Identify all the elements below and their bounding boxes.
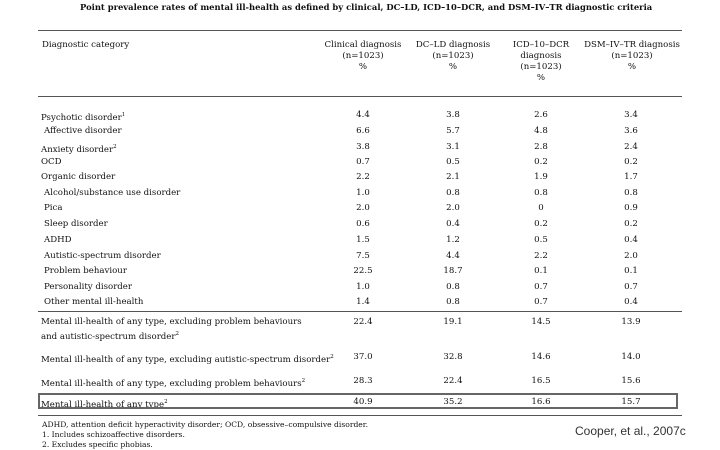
- row-label: [44, 251, 161, 262]
- row-value: 4.4: [356, 110, 370, 120]
- header-rule: [38, 96, 682, 97]
- header-col4-line2: (n=1023): [611, 51, 653, 61]
- row-value: 1.0: [356, 282, 370, 292]
- header-col4-line1: DSM–IV–TR diagnosis: [584, 40, 680, 50]
- row-value: 0.7: [534, 282, 548, 292]
- header-col2-line1: DC–LD diagnosis: [415, 40, 491, 50]
- row-value: 1.5: [356, 235, 370, 245]
- row-value: 0.7: [356, 157, 370, 167]
- row-value: 18.7: [443, 266, 463, 276]
- row-value: 4.4: [446, 251, 460, 261]
- header-col3-line1: ICD–10–DCR: [512, 40, 570, 50]
- summary-value: 16.6: [531, 397, 551, 407]
- summary-value: 28.3: [353, 376, 373, 386]
- summary-value: 16.5: [531, 376, 551, 386]
- row-value: 0.4: [624, 297, 638, 307]
- footnote-marker: 2: [164, 399, 168, 405]
- body-rule: [38, 311, 682, 312]
- row-label: [44, 219, 108, 230]
- citation-credit: Cooper, et al., 2007c: [575, 424, 686, 438]
- row-value: 1.7: [624, 172, 638, 182]
- row-value: 0.5: [446, 157, 460, 167]
- row-label: [44, 266, 127, 277]
- row-label-text: Personality disorder: [44, 282, 133, 292]
- row-value: 0.9: [624, 203, 638, 213]
- footnote-marker: 2: [330, 354, 334, 360]
- row-value: 0.7: [624, 282, 638, 292]
- row-value: 0.2: [534, 157, 548, 167]
- header-col2-line3: %: [448, 62, 458, 72]
- row-label-text: Pica: [44, 203, 63, 213]
- row-value: 0.1: [624, 266, 638, 276]
- summary-value: 35.2: [443, 397, 463, 407]
- row-label: [44, 203, 62, 214]
- row-value: 1.9: [534, 172, 548, 182]
- summary-value: 32.8: [443, 352, 463, 362]
- row-label: [41, 157, 62, 168]
- row-label-text: ADHD: [44, 235, 72, 245]
- summary-value: 40.9: [353, 397, 373, 407]
- row-value: 2.1: [446, 172, 460, 182]
- row-value: 6.6: [356, 126, 370, 136]
- row-value: 0.8: [534, 188, 548, 198]
- row-label: [44, 188, 180, 199]
- summary-label-text: Mental ill-health of any type, excluding problem behaviours: [41, 378, 302, 389]
- row-value: 7.5: [356, 251, 370, 261]
- summary-value: 22.4: [353, 317, 373, 327]
- summary-value: 22.4: [443, 376, 463, 386]
- footnote-marker: 2: [175, 331, 180, 338]
- row-label: [44, 126, 122, 137]
- header-col4-line3: %: [627, 62, 637, 72]
- summary-label-text-line2: and autistic-spectrum disorder: [41, 332, 176, 342]
- header-col3-line3: (n=1023): [520, 62, 562, 72]
- row-value: 2.0: [624, 251, 638, 261]
- row-label: [41, 110, 125, 124]
- row-label: [44, 282, 132, 293]
- header-col3: [496, 40, 586, 84]
- row-value: 0: [538, 203, 544, 213]
- header-col1: [318, 40, 408, 73]
- summary-label-text: Mental ill-health of any type, excluding problem behaviours: [41, 317, 302, 327]
- row-value: 2.6: [534, 110, 548, 120]
- row-value: 0.1: [534, 266, 548, 276]
- row-label: [44, 297, 143, 308]
- row-value: 1.4: [356, 297, 370, 307]
- footnote-marker: 2: [301, 378, 306, 384]
- row-value: 2.2: [534, 251, 548, 261]
- row-value: 3.6: [624, 126, 638, 136]
- row-value: 0.7: [534, 297, 548, 307]
- row-value: 2.0: [446, 203, 460, 213]
- row-value: 1.2: [446, 235, 460, 245]
- header-col2-line2: (n=1023): [432, 51, 474, 61]
- row-value: 2.0: [356, 203, 370, 213]
- summary-label-text: Mental ill-health of any type, excluding autistic-spectrum disorder: [41, 354, 331, 365]
- footnote-1: 1. Includes schizoaffective disorders.: [42, 430, 185, 439]
- row-value: 4.8: [534, 126, 548, 136]
- summary-label: [41, 352, 334, 366]
- header-col2: [408, 40, 498, 73]
- summary-label-text: Mental ill-health of any type: [41, 399, 165, 410]
- row-value: 1.0: [356, 188, 370, 198]
- row-value: 0.2: [624, 219, 638, 229]
- row-label-text: Alcohol/substance use disorder: [44, 188, 181, 198]
- footnote-2: 2. Excludes specific phobias.: [42, 440, 153, 449]
- summary-value: 13.9: [621, 317, 641, 327]
- header-col1-line2: (n=1023): [342, 51, 384, 61]
- row-value: 5.7: [446, 126, 460, 136]
- row-value: 2.4: [624, 142, 638, 152]
- header-col3-line2: diagnosis: [520, 51, 562, 61]
- footnote-marker: 1: [121, 112, 126, 118]
- summary-label: [41, 317, 302, 347]
- row-label-text: Affective disorder: [44, 126, 122, 136]
- row-label-text: Anxiety disorder: [41, 144, 114, 155]
- footnote-abbrev: ADHD, attention deficit hyperactivity disorder; OCD, obsessive–compulsive disorder.: [42, 420, 369, 429]
- row-value: 0.4: [624, 235, 638, 245]
- row-label: [41, 142, 117, 156]
- summary-value: 19.1: [443, 317, 463, 327]
- row-value: 0.8: [624, 188, 638, 198]
- row-value: 0.4: [446, 219, 460, 229]
- row-label-text: Autistic-spectrum disorder: [44, 251, 161, 261]
- row-value: 3.4: [624, 110, 638, 120]
- summary-value: 14.0: [621, 352, 641, 362]
- row-label-text: Sleep disorder: [44, 219, 108, 229]
- bottom-rule: [38, 415, 682, 416]
- row-value: 0.6: [356, 219, 370, 229]
- header-col4: [582, 40, 682, 73]
- summary-value: 15.7: [621, 397, 641, 407]
- summary-label: [41, 376, 305, 390]
- row-value: 0.2: [624, 157, 638, 167]
- row-value: 3.8: [446, 110, 460, 120]
- row-value: 3.1: [446, 142, 460, 152]
- row-label: [44, 235, 71, 246]
- row-label: [41, 172, 115, 183]
- summary-value: 37.0: [353, 352, 373, 362]
- summary-value: 14.6: [531, 352, 551, 362]
- row-label-text: Other mental ill-health: [44, 297, 144, 307]
- row-value: 0.8: [446, 188, 460, 198]
- row-value: 2.2: [356, 172, 370, 182]
- row-value: 0.8: [446, 297, 460, 307]
- row-label-text: Psychotic disorder: [41, 112, 122, 123]
- total-row-highlight: [38, 393, 678, 409]
- header-col1-line3: %: [358, 62, 368, 72]
- header-category: Diagnostic category: [42, 40, 130, 50]
- row-label-text: Problem behaviour: [44, 266, 127, 276]
- header-col3-line4: %: [536, 73, 546, 83]
- top-rule: [38, 30, 682, 31]
- summary-value: 14.5: [531, 317, 551, 327]
- row-value: 0.5: [534, 235, 548, 245]
- row-value: 2.8: [534, 142, 548, 152]
- row-label-text: Organic disorder: [41, 172, 116, 182]
- row-value: 3.8: [356, 142, 370, 152]
- summary-value: 15.6: [621, 376, 641, 386]
- row-label-text: OCD: [41, 157, 62, 167]
- table-title: Point prevalence rates of mental ill-health as defined by clinical, DC–LD, ICD–10–DCR, and DSM–IV–TR diagnostic criteria: [80, 2, 653, 12]
- header-col1-line1: Clinical diagnosis: [324, 40, 402, 50]
- row-value: 22.5: [353, 266, 373, 276]
- footnote-marker: 2: [113, 144, 117, 150]
- row-value: 0.2: [534, 219, 548, 229]
- row-value: 0.8: [446, 282, 460, 292]
